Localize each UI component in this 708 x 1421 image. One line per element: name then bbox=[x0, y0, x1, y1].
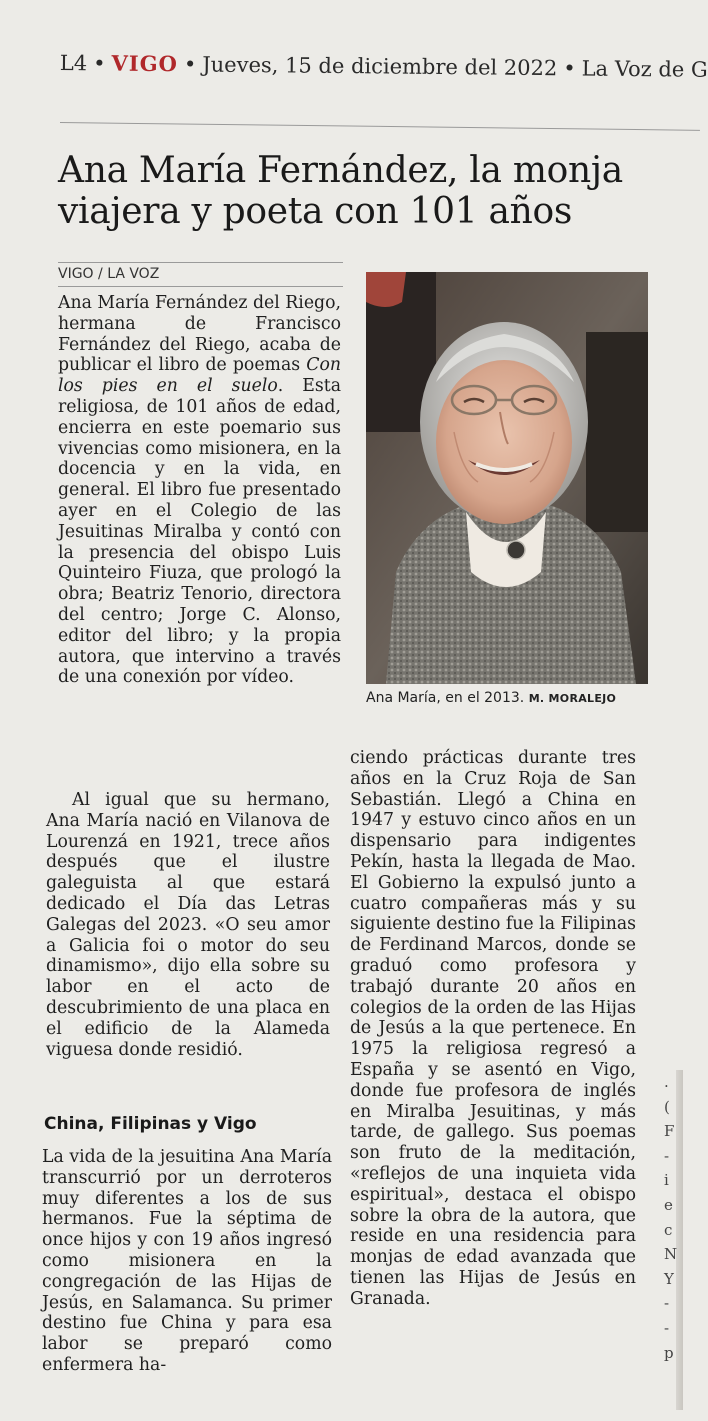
page-number: L4 bbox=[59, 50, 88, 76]
section-name: VIGO bbox=[111, 50, 179, 77]
adjacent-glyph: i bbox=[664, 1171, 669, 1190]
publication-date: Jueves, 15 de diciembre del 2022 bbox=[202, 52, 558, 81]
adjacent-glyph: F bbox=[664, 1122, 675, 1141]
photo-credit: M. MORALEJO bbox=[528, 692, 617, 705]
adjacent-glyph: Y bbox=[664, 1269, 674, 1288]
article-subhead: China, Filipinas y Vigo bbox=[44, 1114, 257, 1134]
adjacent-glyph: . bbox=[664, 1073, 669, 1091]
article-byline: VIGO / LA VOZ bbox=[58, 262, 343, 287]
newspaper-name: La Voz de G bbox=[581, 56, 708, 82]
folio-separator: • bbox=[93, 51, 106, 76]
paragraph-third: La vida de la jesuitina Ana María transcurrió por un derroteros muy diferentes a los de sus hermanos. Fue la séptima de once hijos y con 19 años ingresó como misionera en la congregación de las Hijas de Jesús, en Salamanca. Su primer destino fue China y para esa labor se preparó como enfermera ha- bbox=[42, 1147, 332, 1375]
article-column-left-bottom bbox=[42, 1147, 332, 1376]
article-column-right bbox=[350, 748, 636, 1310]
folio-separator: • bbox=[183, 52, 197, 77]
paragraph-second: Al igual que su hermano, Ana María nació en Vilanova de Lourenzá en 1921, trece años después que el ilustre galeguista al que estará dedicado el Día das Letras Galegas del 2023. «O seu amor a Galicia foi o motor do seu dinamismo», dijo ella sobre su labor en el acto de descubrimiento de una placa en el edificio de la Alameda viguesa donde residió. bbox=[46, 790, 330, 1060]
adjacent-page-glyphs bbox=[664, 1070, 683, 1365]
folio-separator: • bbox=[563, 56, 576, 81]
adjacent-glyph: p bbox=[664, 1343, 674, 1362]
portrait-photo bbox=[366, 272, 648, 684]
paragraph-fourth: ciendo prácticas durante tres años en la Cruz Roja de San Sebastián. Llegó a China en 1947 y estuvo cinco años en un dispensario para indigentes Pekín, hasta la llegada de Mao. El Gobierno la expulsó junto a cuatro compañeras más y su siguiente destino fue la Filipinas de Ferdinand Marcos, donde se graduó como profesora y trabajó durante 20 años en colegios de la orden de las Hijas de Jesús a la que pertenece. En 1975 la religiosa regresó a España y se asentó en Vigo, donde fue profesora de inglés en Miralba Jesuitinas, y más tarde, de gallego. Sus poemas son fruto de la meditación, «reflejos de una inquieta vida espiritual», destaca el obispo sobre la obra de la autora, que reside en una residencia para monjas de edad avanzada que tienen las Hijas de Jesús en Granada. bbox=[350, 748, 636, 1309]
caption-text: Ana María, en el 2013. bbox=[366, 690, 525, 706]
paragraph-intro: Ana María Fernández del Riego, hermana de Francisco Fernández del Riego, acaba de publicar el libro de poemas Con los pies en el suelo. Esta religiosa, de 101 años de edad, encierra en este poemario sus vivencias como misionera, en la docencia y en la vida, en general. El libro fue presentado ayer en el Colegio de las Jesuitinas Miralba y contó con la presencia del obispo Luis Quinteiro Fiuza, que prologó la obra; Beatriz Tenorio, directora del centro; Jorge C. Alonso, editor del libro; y la propia autora, que intervino a través de una conexión por vídeo. bbox=[58, 293, 342, 688]
adjacent-glyph: - bbox=[664, 1318, 670, 1337]
article-column-left-middle bbox=[46, 790, 330, 1060]
photo-caption bbox=[366, 690, 666, 706]
header-rule bbox=[60, 122, 700, 131]
book-title: Con los pies en el suelo bbox=[58, 355, 341, 397]
adjacent-glyph: ( bbox=[664, 1097, 670, 1116]
adjacent-glyph: e bbox=[664, 1195, 673, 1214]
adjacent-glyph: N bbox=[664, 1245, 678, 1264]
article-headline: Ana María Fernández, la monja viajera y poeta con 101 años bbox=[58, 150, 623, 232]
adjacent-glyph: c bbox=[664, 1220, 673, 1239]
portrait-illustration bbox=[366, 272, 648, 684]
adjacent-glyph: - bbox=[664, 1294, 670, 1313]
article-column-left-top bbox=[58, 293, 341, 688]
page-folio bbox=[59, 50, 708, 82]
adjacent-glyph: - bbox=[664, 1146, 670, 1165]
